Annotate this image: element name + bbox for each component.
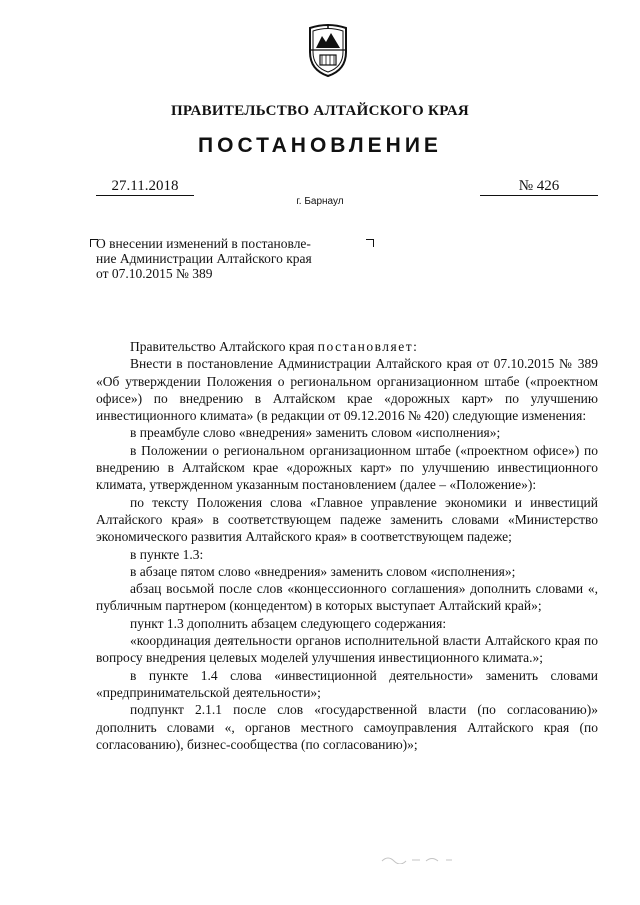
subject-line: ние Администрации Алтайского края: [96, 251, 312, 266]
body-paragraph: по тексту Положения слова «Главное управление экономики и инвестиций Алтайского края» в соответствующем падеже заменить словами «Министерство экономического развития Алтайского края» в соответствующем падеже;: [96, 494, 598, 545]
body-paragraph: в пункте 1.4 слова «инвестиционной деятельности» заменить словами «предпринимательской деятельности»;: [96, 667, 598, 700]
intro-text: Правительство Алтайского края: [130, 339, 318, 354]
document-number: № 426: [480, 177, 598, 196]
document-type-title: ПОСТАНОВЛЕНИЕ: [198, 134, 442, 157]
document-city: г. Барнаул: [296, 196, 344, 207]
document-subject: [96, 236, 376, 281]
document-date: 27.11.2018: [96, 177, 194, 196]
body-paragraph: абзац восьмой после слов «концессионного соглашения» дополнить словами «, публичным партнером (концедентом) в которых выступает Алтайский край»;: [96, 581, 598, 614]
body-paragraph: в преамбуле слово «внедрения» заменить словом «исполнения»;: [130, 425, 501, 441]
decree-word: постановляет:: [317, 339, 419, 354]
faint-stamp-mark: [380, 852, 470, 864]
body-paragraph: «координация деятельности органов исполнительной власти Алтайского края по вопросу внедрения целевых моделей улучшения инвестиционного климата.»;: [96, 633, 598, 666]
body-paragraph-intro: [96, 338, 598, 355]
subject-line: от 07.10.2015 № 389: [96, 266, 213, 281]
body-paragraph: подпункт 2.1.1 после слов «государственной власти (по согласованию)» дополнить словами «, органов местного самоуправления Алтайского края (по согласованию), бизнес-сообщества (по согласованию)»;: [96, 702, 598, 752]
government-title: ПРАВИТЕЛЬСТВО АЛТАЙСКОГО КРАЯ: [170, 103, 470, 119]
document-body: [96, 338, 598, 753]
coat-of-arms-emblem: [304, 22, 352, 78]
body-paragraph: в абзаце пятом слово «внедрения» заменить словом «исполнения»;: [130, 563, 516, 579]
body-paragraph: в пункте 1.3:: [130, 546, 204, 562]
body-paragraph: в Положении о региональном организационном штабе («проектном офисе») по внедрению в Алтайском крае «дорожных карт» по улучшению инвестиционного климата, утвержденном указанным постановлением (далее – «Положение»):: [96, 442, 598, 493]
body-paragraph: пункт 1.3 дополнить абзацем следующего содержания:: [130, 615, 447, 631]
subject-line: О внесении изменений в постановле-: [96, 236, 311, 251]
body-paragraph: Внести в постановление Администрации Алтайского края от 07.10.2015 № 389 «Об утверждении Положения о региональном организационном штабе («проектном офисе») по внедрению в Алтайском крае «дорожных карт» по улучшению инвестиционного климата» (в редакции от 09.12.2016 № 420) следующие изменения:: [96, 356, 598, 424]
